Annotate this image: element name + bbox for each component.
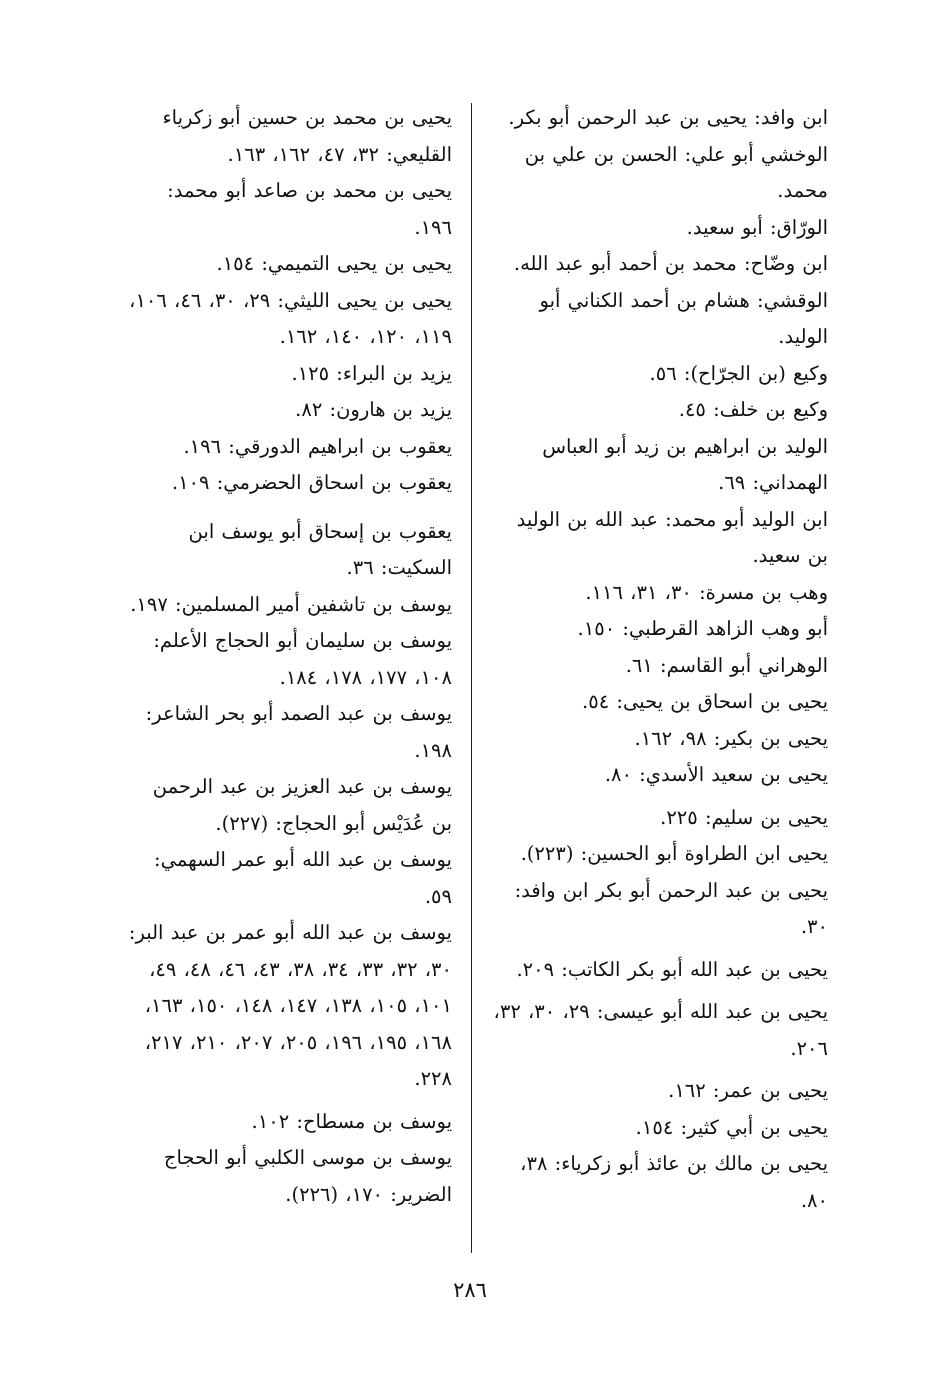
- index-entry: الوليد بن ابراهيم بن زيد أبو العباس الهمداني: ٦٩.: [542, 434, 828, 494]
- index-column-left: [128, 100, 452, 1213]
- index-entry: يوسف بن مسطاح: ١٠٢.: [251, 1109, 452, 1133]
- index-entry: يحيى بن أبي كثير: ١٥٤.: [635, 1115, 828, 1139]
- index-entry: وهب بن مسرة: ٣٠، ٣١، ١١٦.: [585, 580, 828, 604]
- index-entry: يوسف بن عبد الله أبو عمر السهمي: ٥٩.: [154, 848, 452, 908]
- index-entry: وكيع بن خلف: ٤٥.: [678, 398, 828, 421]
- index-entry: يحيى بن سعيد الأسدي: ٨٠.: [604, 763, 828, 786]
- index-entry: يحيى بن عمر: ١٦٢.: [668, 1079, 828, 1102]
- index-entry: الورّاق: أبو سعيد.: [686, 215, 828, 239]
- index-entry: يحيى بن عبد الله أبو عيسى: ٢٩، ٣٠، ٣٢، ٢٠٦.: [493, 1000, 828, 1060]
- index-entry: أبو وهب الزاهد القرطبي: ١٥٠.: [577, 617, 828, 640]
- index-entry: ابن الوليد أبو محمد: عبد الله بن الوليد بن سعيد.: [516, 507, 828, 567]
- index-entry: يزيد بن البراء: ١٢٥.: [291, 361, 452, 385]
- index-entry: يحيى بن يحيى التميمي: ١٥٤.: [216, 252, 452, 275]
- index-entry: الوهراني أبو القاسم: ٦١.: [625, 653, 828, 677]
- index-entry: يوسف بن سليمان أبو الحجاج الأعلم: ١٠٨، ١٧٧، ١٧٨، ١٨٤.: [153, 629, 452, 689]
- index-entry: يوسف بن تاشفين أمير المسلمين: ١٩٧.: [130, 592, 452, 616]
- index-entry: يوسف بن عبد الله أبو عمر بن عبد البر: ٣٠، ٣٢، ٣٣، ٣٤، ٣٨، ٤٣، ٤٦، ٤٨، ٤٩، ١٠١، ١٠٥، ١٣٨، ١٤٧، ١٤٨، ١٥٠، ١٦٣، ١٦٨، ١٩٥، ١٩٦، ٢٠٥، ٢٠٧، ٢١٠، ٢١٧، ٢٢٨.: [128, 921, 452, 1090]
- index-entry: يحيى بن مالك بن عائذ أبو زكرياء: ٣٨، ٨٠.: [520, 1152, 828, 1212]
- index-entry: يوسف بن موسى الكلبي أبو الحجاج الضرير: ١٧٠، (٢٢٦).: [163, 1146, 452, 1206]
- index-entry: يحيى بن سليم: ٢٢٥.: [660, 805, 828, 829]
- index-entry: يعقوب بن ابراهيم الدورقي: ١٩٦.: [183, 434, 452, 458]
- page-number: ٢٨٦: [453, 1278, 487, 1302]
- index-entry: يزيد بن هارون: ٨٢.: [295, 398, 452, 421]
- index-entry: الوقشي: هشام بن أحمد الكناني أبو الوليد.: [539, 288, 828, 348]
- index-entry: يحيى بن يحيى الليثي: ٢٩، ٣٠، ٤٦، ١٠٦، ١١٩، ١٢٠، ١٤٠، ١٦٢.: [129, 288, 452, 348]
- index-entry: يحيى بن عبد الله أبو بكر الكاتب: ٢٠٩.: [516, 957, 828, 981]
- index-entry: يحيى بن محمد بن صاعد أبو محمد: ١٩٦.: [167, 179, 452, 239]
- index-entry: ابن وضّاح: محمد بن أحمد أبو عبد الله.: [513, 252, 828, 275]
- index-entry: يحيى بن اسحاق بن يحيى: ٥٤.: [582, 690, 828, 713]
- index-entry: يحيى بن عبد الرحمن أبو بكر ابن وافد: ٣٠.: [514, 878, 828, 938]
- index-entry: يحيى ابن الطراوة أبو الحسين: (٢٢٣).: [520, 842, 828, 865]
- index-entry: يعقوب بن اسحاق الحضرمي: ١٠٩.: [171, 471, 452, 494]
- index-entry: يحيى بن محمد بن حسين أبو زكرياء القليعي: ٣٢، ٤٧، ١٦٢، ١٦٣.: [162, 106, 452, 166]
- index-entry: الوخشي أبو علي: الحسن بن علي بن محمد.: [524, 142, 828, 202]
- index-column-right: [493, 100, 828, 1219]
- index-entry: يعقوب بن إسحاق أبو يوسف ابن السكيت: ٣٦.: [188, 519, 452, 579]
- index-entry: يوسف بن عبد الصمد أبو بحر الشاعر: ١٩٨.: [145, 702, 452, 762]
- column-divider: [471, 103, 472, 1253]
- index-entry: ابن وافد: يحيى بن عبد الرحمن أبو بكر.: [508, 106, 828, 129]
- index-entry: يوسف بن عبد العزيز بن عبد الرحمن بن عُدَيْس أبو الحجاج: (٢٢٧).: [152, 775, 452, 835]
- index-entry: يحيى بن بكير: ٩٨، ١٦٢.: [634, 726, 828, 750]
- index-entry: وكيع (بن الجرّاح): ٥٦.: [649, 361, 828, 385]
